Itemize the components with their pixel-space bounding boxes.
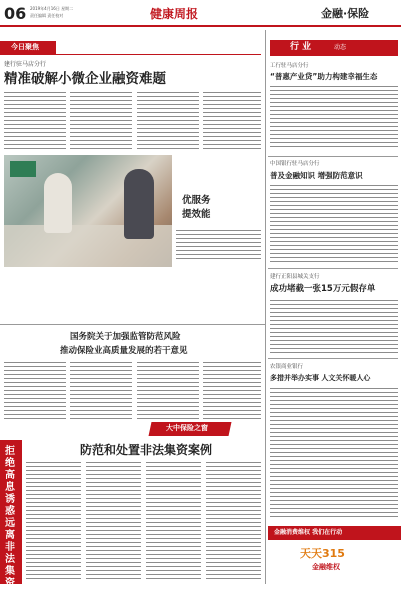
section-title: 金融·保险 [321,7,370,20]
photo-caption-line-2: 提效能 [182,209,211,220]
mid-banner-label: 大中保险之窗 [166,424,208,432]
article1-title: “普惠产业贷”助力构建幸福生态 [270,72,378,81]
case-body-col-1 [26,462,81,582]
page-number: 06 [4,4,27,23]
notice-body-col-2 [70,362,132,422]
article1-body [270,86,398,150]
article-body-col-1 [4,92,66,152]
photo-person-left [44,173,72,233]
article-title: 精准破解小微企业融资难题 [4,71,166,87]
case-body-col-4 [206,462,261,582]
photo-person-right [124,169,154,239]
article-body-col-3 [137,92,199,152]
article3-title: 成功堵截一张15万元假存单 [270,284,376,294]
article3-kicker: 建行正阳县城关支行 [270,274,320,280]
divider-2 [268,268,398,269]
notice-top-rule [0,324,265,325]
newspaper-logo: 健康周报 [150,7,199,21]
header-rule [0,25,401,27]
article1-kicker: 工行驻马店分行 [270,63,309,69]
right-column-divider [265,30,266,584]
photo-caption-line-1: 优服务 [182,195,211,206]
consumer-rights-text: 金融消费维权 我们在行动 [274,529,343,536]
industry-banner-label: 行 业 [290,42,312,52]
side-banner-text: 拒绝高息诱惑 远离非法集资 [5,446,15,589]
article3-body [270,300,398,354]
photo-caption-body [176,230,261,262]
today-focus-label: 今日聚焦 [11,43,39,51]
notice-body-col-4 [203,362,261,422]
article4-body [270,388,398,520]
divider-3 [268,358,398,359]
article2-title: 普及金融知识 增强防范意识 [270,171,363,180]
article-kicker: 建行驻马店分行 [4,61,47,68]
case-body-col-3 [146,462,201,582]
article2-kicker: 中国银行驻马店分行 [270,161,320,167]
notice-title-line-1: 国务院关于加强监管防范风险 [70,332,181,342]
notice-body-col-3 [137,362,199,422]
article4-kicker: 农银商业银行 [270,364,304,370]
notice-body-col-1 [4,362,66,422]
case-body-col-2 [86,462,141,582]
divider-1 [268,156,398,157]
article4-title: 多措并举办实事 人文关怀暖人心 [270,374,371,382]
case-title: 防范和处置非法集资案例 [80,443,213,457]
banner-underline [56,54,261,55]
industry-banner-sub: 动态 [334,44,347,51]
photo-sign [10,161,36,177]
bank-photo [4,155,172,267]
article-body-col-4 [203,92,261,152]
notice-title-line-2: 推动保险业高质量发展的若干意见 [60,346,188,356]
date-line: 2019年4月16日 星期二 [30,6,74,11]
editor-line: 责任编辑 责任校对 [30,13,64,18]
promo-logo-line-1: 天天315 [300,547,345,560]
promo-logo-line-2: 金融维权 [312,563,340,571]
article-body-col-2 [70,92,132,152]
article2-body [270,185,398,265]
